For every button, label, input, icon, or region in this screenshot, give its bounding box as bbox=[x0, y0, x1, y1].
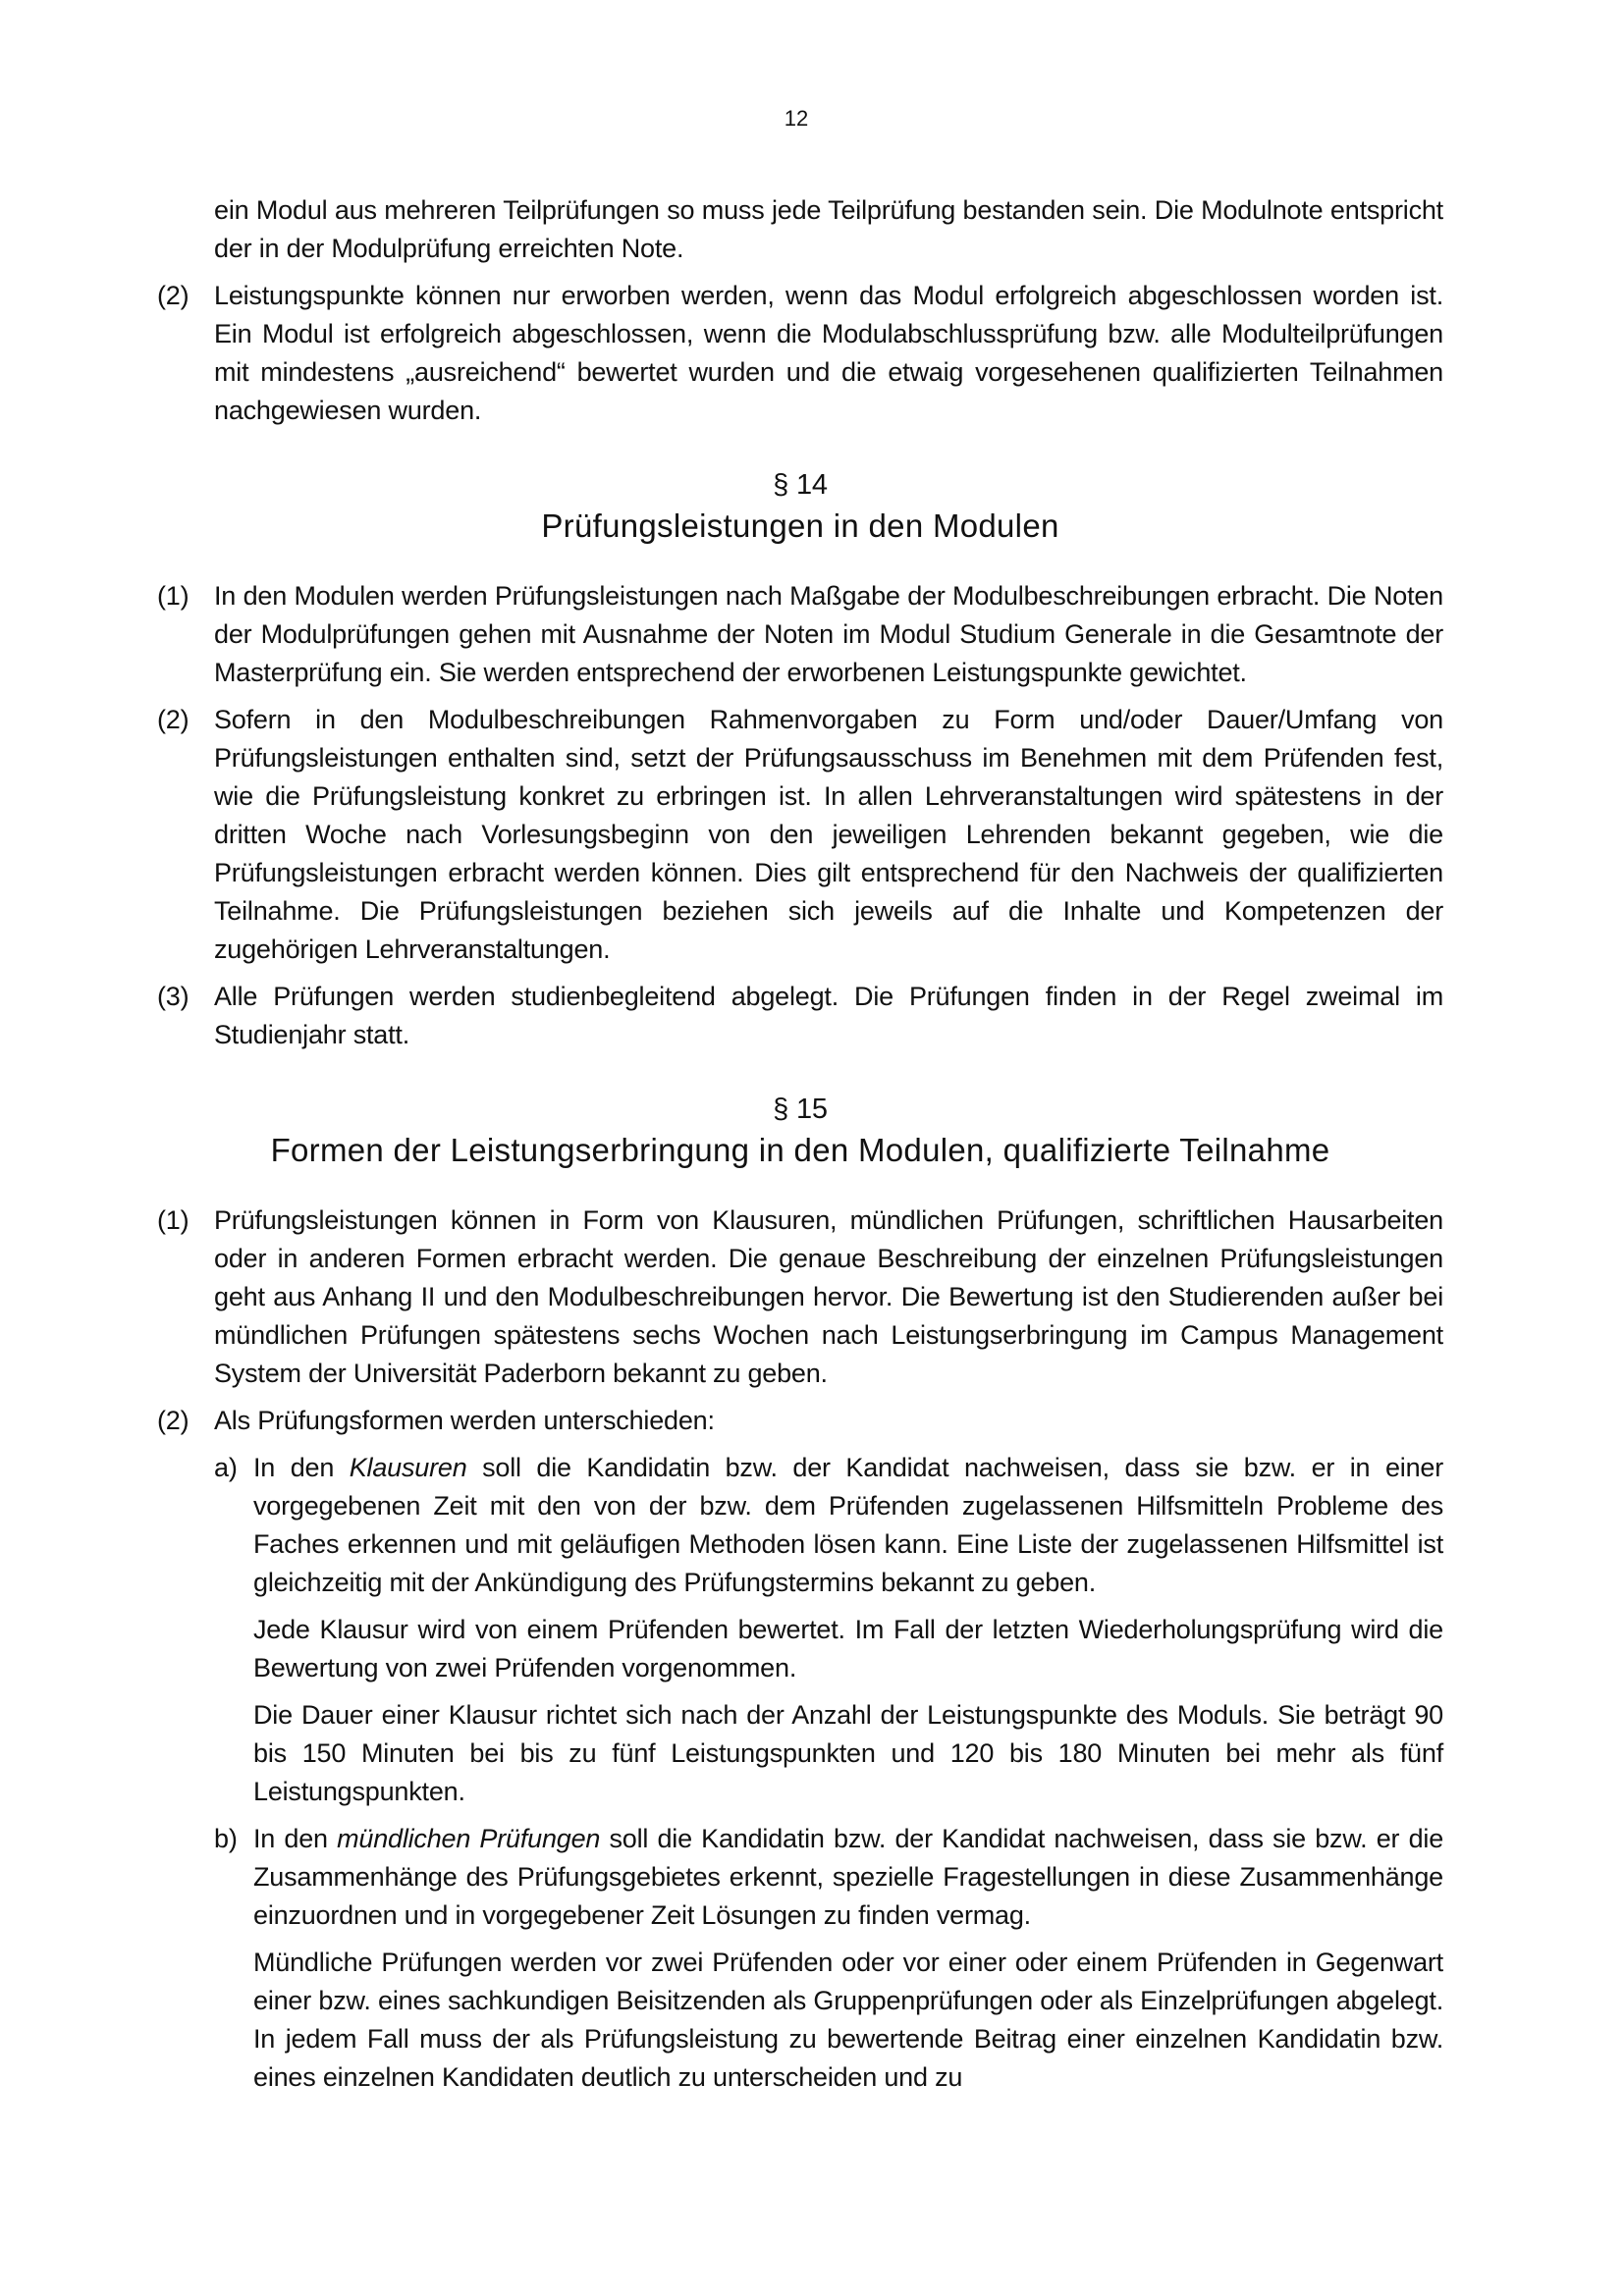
paragraph-text: Leistungspunkte können nur erworben werden, wenn das Modul erfolgreich abgeschlossen worden ist. Ein Modul ist erfolgreich abgeschlossen, wenn die Modulabschlussprüfung bzw. alle Modulteilprüfungen mit mindestens „ausreichend“ bewertet wurden und die etwaig vorgesehenen qualifizierten Teilnahmen nachgewiesen wurden. bbox=[214, 281, 1443, 425]
paragraph-text: Prüfungsleistungen können in Form von Klausuren, mündlichen Prüfungen, schriftlichen Hausarbeiten oder in anderen Formen erbracht werden. Die genaue Beschreibung der einzelnen Prüfungsleistungen geht aus Anhang II und den Modulbeschreibungen hervor. Die Bewertung ist den Studierenden außer bei mündlichen Prüfungen spätestens sechs Wochen nach Leistungserbringung im Campus Management System der Universität Paderborn bekannt zu geben. bbox=[214, 1205, 1443, 1388]
paragraph-text: Alle Prüfungen werden studienbegleitend abgelegt. Die Prüfungen finden in der Regel zweimal im Studienjahr statt. bbox=[214, 982, 1443, 1049]
section-title: Formen der Leistungserbringung in den Modulen, qualifizierte Teilnahme bbox=[270, 1132, 1330, 1168]
text-run: soll die Kandidatin bzw. der Kandidat nachweisen, dass sie bzw. er die Zusammenhänge des Prüfungsgebietes erkennt, spezielle Fragestellungen in diese Zusammenhänge einzuordnen und in vorgegebener Zeit Lösungen zu finden vermag. bbox=[253, 1824, 1444, 1930]
document-body bbox=[157, 191, 1443, 2106]
list-item-b bbox=[157, 1820, 1443, 1935]
paragraph-number: (1) bbox=[157, 581, 189, 611]
list-item-a-paragraph: Jede Klausur wird von einem Prüfenden bewertet. Im Fall der letzten Wiederholungsprüfung wird die Bewertung von zwei Prüfenden vorgenommen. bbox=[253, 1615, 1443, 1682]
section-number: § 14 bbox=[773, 469, 828, 501]
list-item-b-paragraph: Mündliche Prüfungen werden vor zwei Prüfenden oder vor einer oder einem Prüfenden in Gegenwart einer bzw. eines sachkundigen Beisitzenden als Gruppenprüfungen oder als Einzelprüfungen abgelegt. In jedem Fall muss der als Prüfungsleistung zu bewertende Beitrag einer einzelnen Kandidatin bzw. eines einzelnen Kandidaten deutlich zu unterscheiden und zu bbox=[253, 1948, 1443, 2092]
paragraph-13-2 bbox=[157, 277, 1443, 430]
list-item-a bbox=[157, 1449, 1443, 1602]
text-run: soll die Kandidatin bzw. der Kandidat nachweisen, dass sie bzw. er in einer vorgegebenen Zeit mit den von der bzw. dem Prüfenden zugelassenen Hilfsmitteln Probleme des Faches erkennen und mit geläufigen Methoden lösen kann. Eine Liste der zugelassenen Hilfsmittel ist gleichzeitig mit der Ankündigung des Prüfungstermins bekannt zu geben. bbox=[253, 1453, 1443, 1597]
text-run: In den bbox=[253, 1824, 338, 1853]
paragraph-number: (3) bbox=[157, 982, 189, 1011]
paragraph-15-1 bbox=[157, 1201, 1443, 1393]
section-number: § 15 bbox=[773, 1094, 828, 1125]
paragraph-14-2 bbox=[157, 701, 1443, 969]
emphasized-term: mündlichen Prüfungen bbox=[337, 1824, 601, 1853]
section-15-heading bbox=[157, 1090, 1443, 1172]
paragraph-text: In den Modulen werden Prüfungsleistungen nach Maßgabe der Modulbeschreibungen erbracht. Die Noten der Modulprüfungen gehen mit Ausnahme der Noten im Modul Studium Generale in die Gesamtnote der Masterprüfung ein. Sie werden entsprechend der erworbenen Leistungspunkte gewichtet. bbox=[214, 581, 1443, 687]
section-14-heading bbox=[157, 465, 1443, 548]
continued-paragraph: ein Modul aus mehreren Teilprüfungen so muss jede Teilprüfung bestanden sein. Die Modulnote entspricht der in der Modulprüfung erreichten Note. bbox=[214, 195, 1443, 263]
list-item-a-paragraph: Die Dauer einer Klausur richtet sich nach der Anzahl der Leistungspunkte des Moduls. Sie beträgt 90 bis 150 Minuten bei bis zu fünf Leistungspunkten und 120 bis 180 Minuten bei mehr als fünf Leistungspunkten. bbox=[253, 1700, 1443, 1806]
paragraph-15-2 bbox=[157, 1402, 1443, 1440]
paragraph-text: Als Prüfungsformen werden unterschieden: bbox=[214, 1406, 715, 1435]
paragraph-text: Sofern in den Modulbeschreibungen Rahmenvorgaben zu Form und/oder Dauer/Umfang von Prüfungsleistungen enthalten sind, setzt der Prüfungsausschuss im Benehmen mit dem Prüfenden fest, wie die Prüfungsleistung konkret zu erbringen ist. In allen Lehrveranstaltungen wird spätestens in der dritten Woche nach Vorlesungsbeginn von den jeweiligen Lehrenden bekannt gegeben, wie die Prüfungsleistungen erbracht werden können. Dies gilt entsprechend für den Nachweis der qualifizierten Teilnahme. Die Prüfungsleistungen beziehen sich jeweils auf die Inhalte und Kompetenzen der zugehörigen Lehrveranstaltungen. bbox=[214, 705, 1443, 964]
list-item-text bbox=[253, 1820, 1443, 1935]
paragraph-number: (2) bbox=[157, 1406, 189, 1435]
emphasized-term: Klausuren bbox=[349, 1453, 467, 1482]
paragraph-number: (2) bbox=[157, 281, 189, 310]
section-title: Prüfungsleistungen in den Modulen bbox=[541, 507, 1059, 544]
list-label: b) bbox=[214, 1824, 238, 1853]
paragraph-number: (1) bbox=[157, 1205, 189, 1235]
text-run: In den bbox=[253, 1453, 350, 1482]
paragraph-14-1 bbox=[157, 577, 1443, 692]
list-item-text bbox=[253, 1449, 1443, 1602]
list-label: a) bbox=[214, 1453, 238, 1482]
page-number: 12 bbox=[784, 106, 809, 131]
paragraph-14-3 bbox=[157, 978, 1443, 1054]
paragraph-number: (2) bbox=[157, 705, 189, 734]
